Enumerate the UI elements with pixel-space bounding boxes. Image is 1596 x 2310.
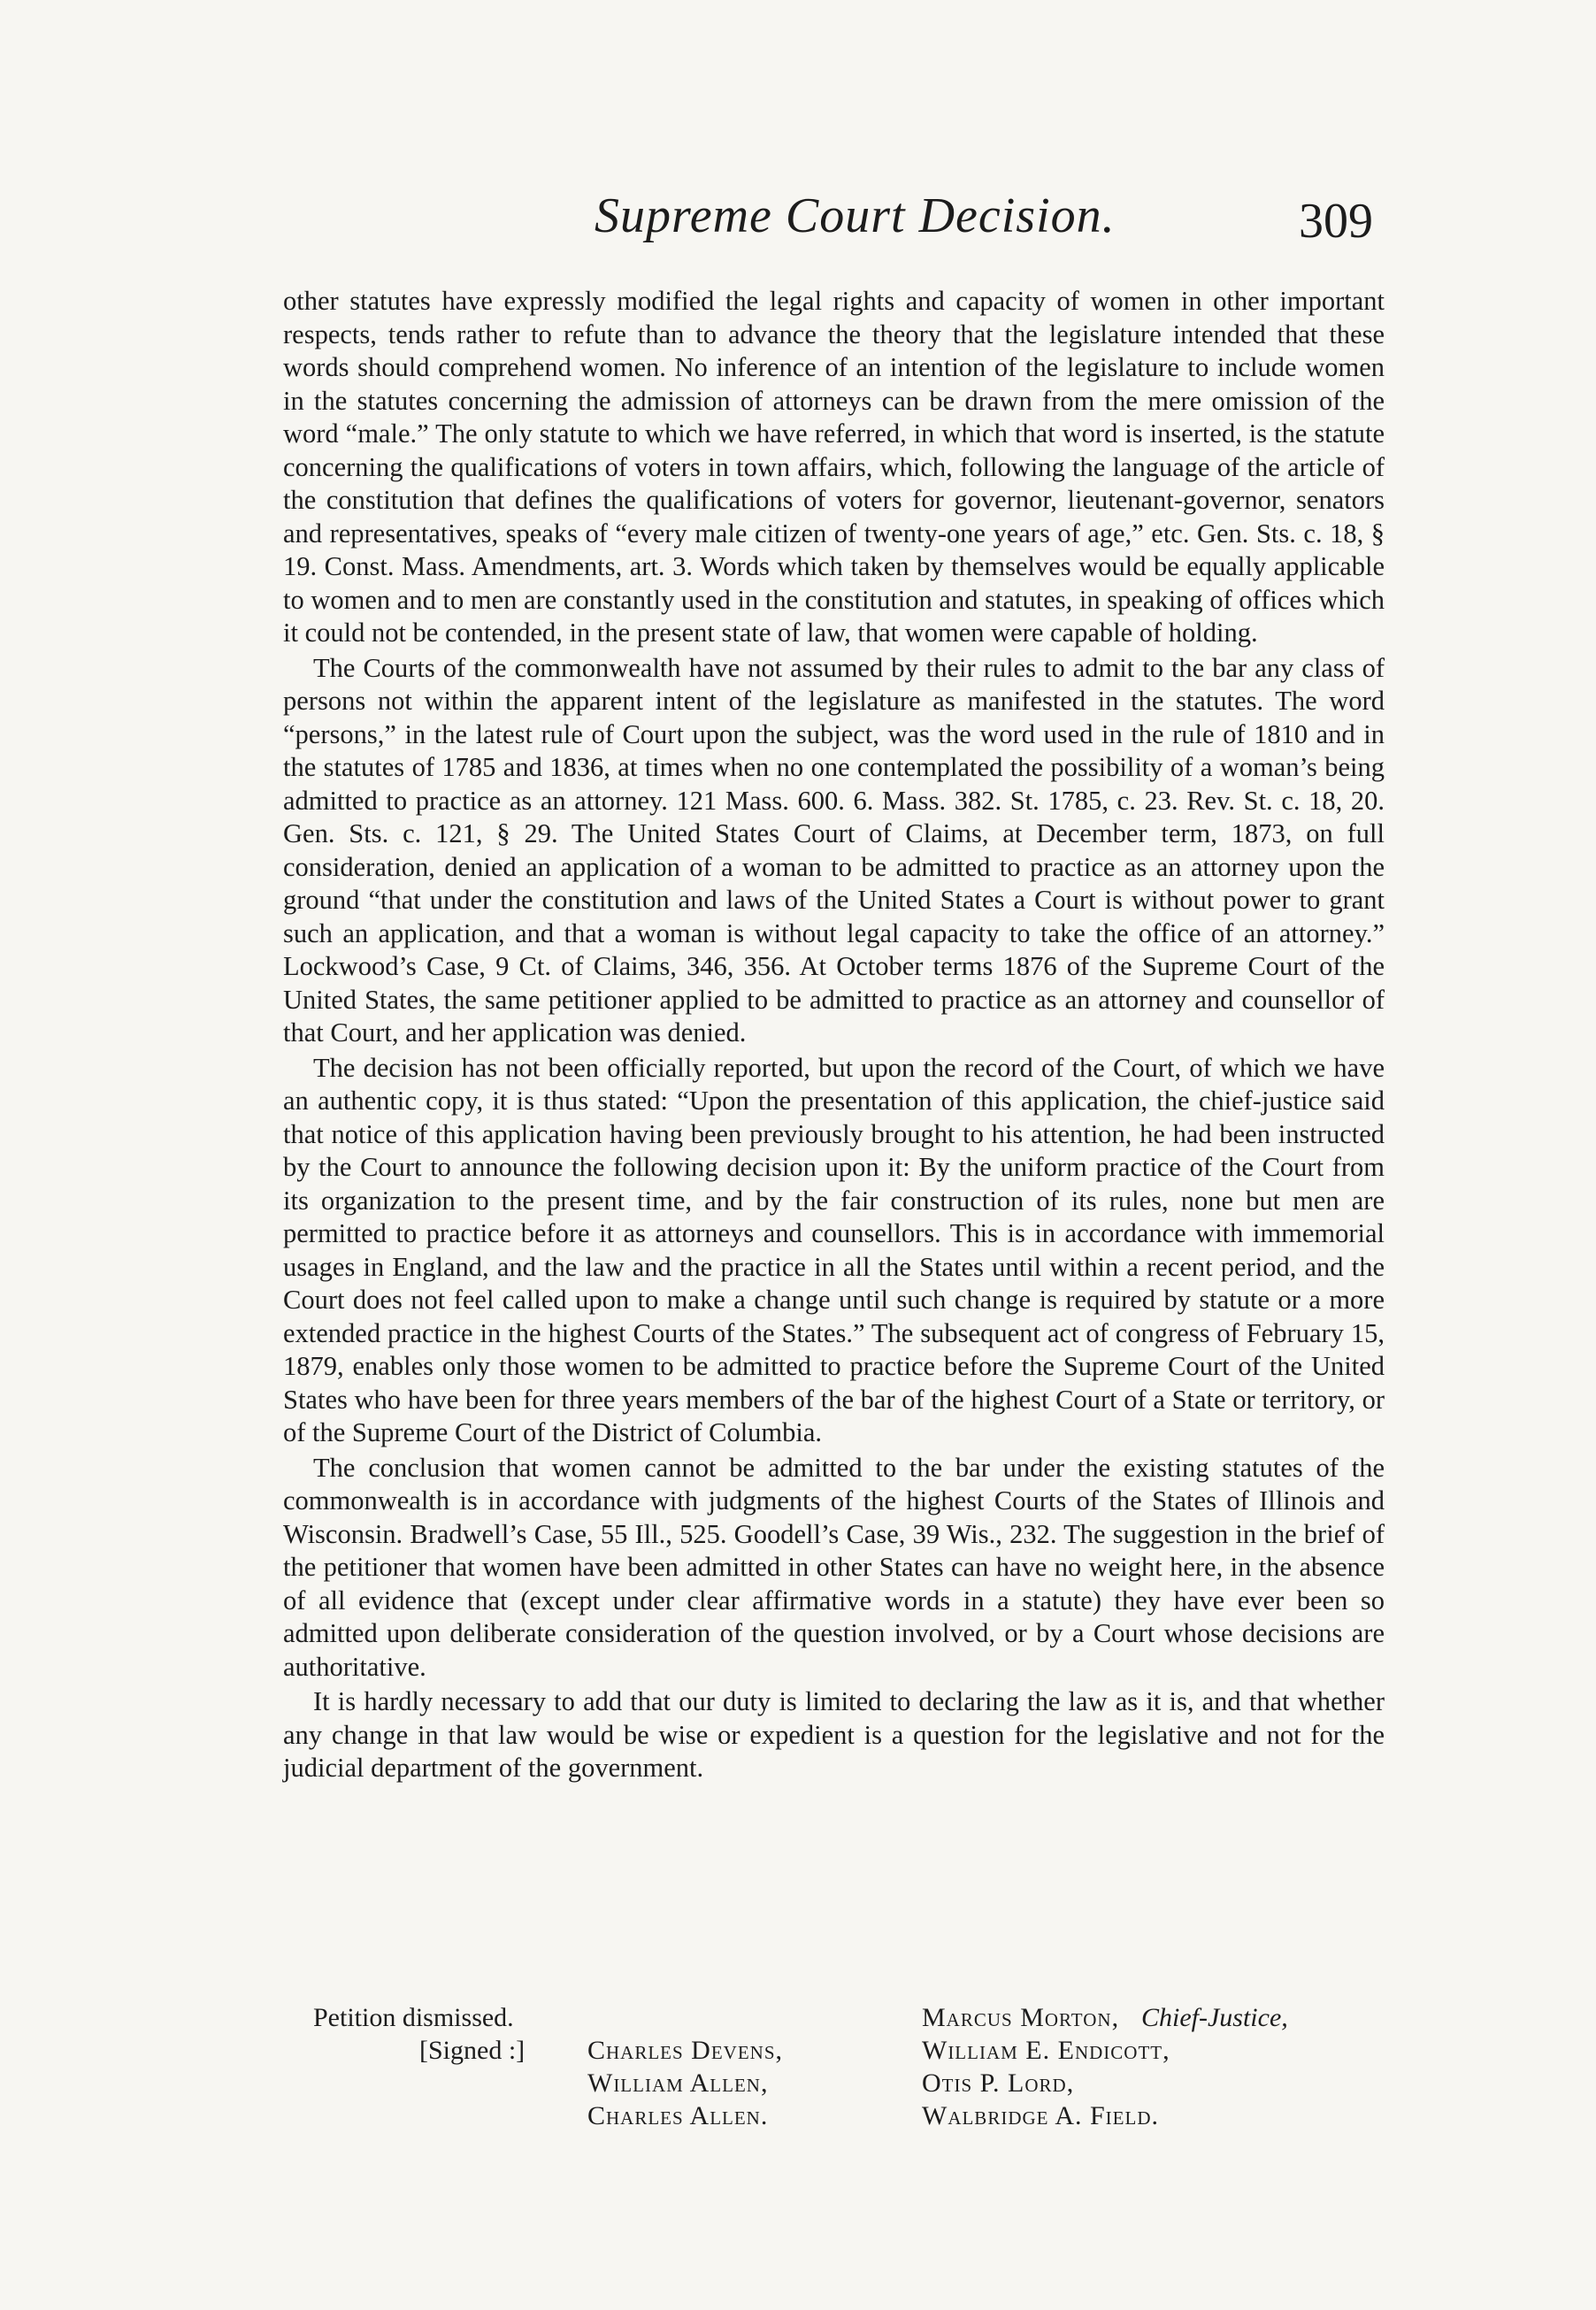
paragraph: other statutes have expressly modified the legal rights and capacity of women in other important respects, tends rather to refute than to advance the theory that the legislature intended that these words should comprehend women. No inference of an intention of the legislature to include women in the statutes concerning the admission of attorneys can be drawn from the mere omission of the word “male.” The only statute to which we have referred, in which that word is inserted, is the statute concerning the qualifications of voters in town affairs, which, following the language of the article of the constitution that defines the qualifications of voters for governor, lieutenant-governor, senators and representatives, speaks of “every male citizen of twenty-one years of age,” etc. Gen. Sts. c. 18, § 19. Const. Mass. Amendments, art. 3. Words which taken by themselves would be equally applicable to women and to men are constantly used in the constitution and statutes, in speaking of offices which it could not be contended, in the present state of law, that women were capable of holding. [283, 286, 1385, 648]
signed-label: [Signed :] [419, 2036, 526, 2065]
disposition: Petition dismissed. [313, 2003, 514, 2032]
justice-name: Charles Devens, [587, 2036, 784, 2065]
paragraph: The decision has not been officially reported, but upon the record of the Court, of which we have an authentic copy, it is thus stated: “Upon the presentation of this application, the chief-justice said that notice of this application having been previously brought to his attention, he had been instructed by the Court to announce the following decision upon it: By the uniform practice of the Court from its organization to the present time, and by the fair construction of its rules, none but men are permitted to practice before it as attorneys and counsellors. This is in accordance with immemorial usages in England, and the law and the practice in all the States until within a recent period, and the Court does not feel called upon to make a change until such change is required by statute or a more extended practice in the highest Courts of the States.” The subsequent act of congress of February 15, 1879, enables only those women to be admitted to practice before the Supreme Court of the United States who have been for three years members of the bar of the highest Court of a State or territory, or of the Supreme Court of the District of Columbia. [283, 1052, 1385, 1447]
signature-block [313, 2001, 1393, 2143]
justice-name: Walbridge A. Field. [922, 2101, 1159, 2130]
paragraph: It is hardly necessary to add that our duty is limited to declaring the law as it is, and that whether any change in that law would be wise or expedient is a question for the legislative and not for the judicial department of the government. [283, 1686, 1385, 1783]
body-text [283, 285, 1385, 1787]
justice-name: William E. Endicott, [922, 2036, 1170, 2065]
chief-justice-title: Chief-Justice, [1141, 2003, 1288, 2032]
justice-name: Charles Allen. [587, 2101, 769, 2130]
page-number: 309 [1299, 194, 1373, 249]
page-title: Supreme Court Decision. [595, 188, 1116, 243]
justice-name: Otis P. Lord, [922, 2068, 1075, 2098]
paragraph: The conclusion that women cannot be admitted to the bar under the existing statutes of the commonwealth is in accordance with judgments of the highest Courts of the States of Illinois and Wisconsin. Bradwell’s Case, 55 Ill., 525. Goodell’s Case, 39 Wis., 232. The suggestion in the brief of the petitioner that women have been admitted in other States can have no weight here, in the absence of all evidence that (except under clear affirmative words in a statute) they have ever been so admitted upon deliberate consideration of the question involved, or by a Court whose decisions are authoritative. [283, 1452, 1385, 1682]
justice-name: William Allen, [587, 2068, 769, 2098]
running-head [0, 188, 1596, 258]
paragraph: The Courts of the commonwealth have not assumed by their rules to admit to the bar any class of persons not within the apparent intent of the legislature as manifested in the statutes. The word “persons,” in the latest rule of Court upon the subject, was the word used in the rule of 1810 and in the statutes of 1785 and 1836, at times when no one contemplated the possibility of a woman’s being admitted to practice as an attorney. 121 Mass. 600. 6. Mass. 382. St. 1785, c. 23. Rev. St. c. 18, 20. Gen. Sts. c. 121, § 29. The United States Court of Claims, at December term, 1873, on full consideration, denied an application of a woman to be admitted to practice as an attorney upon the ground “that under the constitution and laws of the United States a Court is without power to grant such an application, and that a woman is without legal capacity to take the office of an attorney.” Lockwood’s Case, 9 Ct. of Claims, 346, 356. At October terms 1876 of the Supreme Court of the United States, the same petitioner applied to be admitted to practice as an attorney and counsellor of that Court, and her application was denied. [283, 652, 1385, 1048]
chief-justice-name: Marcus Morton, [922, 2003, 1120, 2032]
